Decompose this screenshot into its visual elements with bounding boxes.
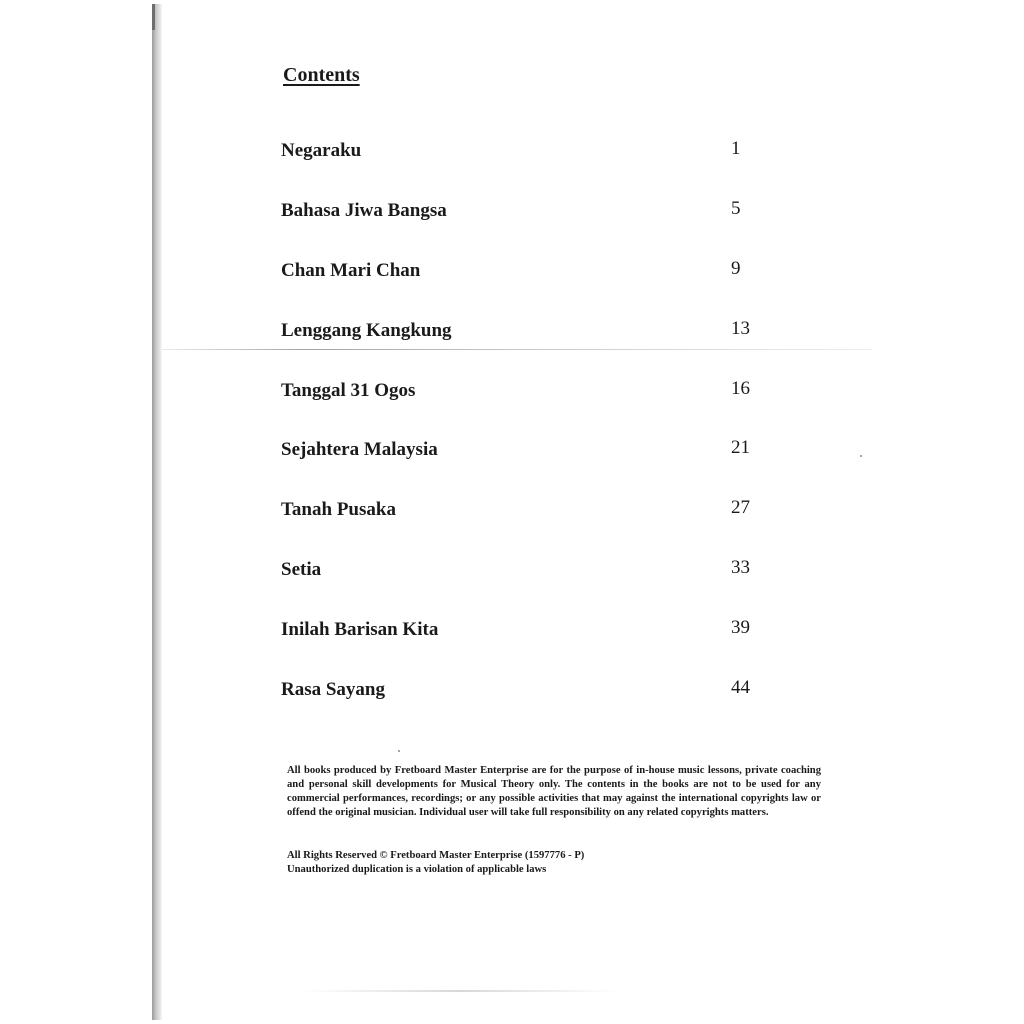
contents-heading: Contents [283, 64, 360, 86]
toc-entry [281, 316, 761, 376]
toc-entry-page: 9 [731, 257, 741, 279]
toc-entry-page: 13 [731, 317, 750, 339]
toc-entry [281, 196, 761, 256]
toc-entry-title: Rasa Sayang [281, 679, 385, 701]
toc-entry [281, 435, 761, 495]
scan-speck [398, 750, 400, 752]
scan-speck [860, 455, 862, 457]
toc-entry [281, 555, 761, 615]
toc-entry-page: 1 [731, 138, 741, 159]
toc-entry [281, 615, 761, 675]
toc-entry-title: Bahasa Jiwa Bangsa [281, 199, 447, 221]
toc-entry-title: Inilah Barisan Kita [281, 619, 439, 641]
duplication-warning-line: Unauthorized duplication is a violation of applicable laws [287, 864, 547, 875]
toc-entry-page: 39 [731, 617, 750, 639]
toc-entry [281, 675, 761, 735]
toc-entry-page: 16 [731, 377, 750, 399]
table-of-contents [281, 136, 761, 735]
toc-entry-page: 27 [731, 497, 750, 519]
book-binding-edge [152, 4, 162, 1020]
toc-entry [281, 136, 761, 196]
toc-entry-title: Lenggang Kangkung [281, 319, 452, 341]
toc-entry-title: Sejahtera Malaysia [281, 439, 438, 461]
toc-entry-page: 33 [731, 557, 750, 579]
toc-entry [281, 256, 761, 316]
toc-entry-page: 44 [731, 677, 750, 699]
toc-entry-title: Chan Mari Chan [281, 259, 421, 281]
toc-entry [281, 376, 761, 436]
toc-entry-title: Negaraku [281, 140, 362, 161]
toc-entry-title: Setia [281, 559, 322, 581]
toc-entry-page: 21 [731, 437, 750, 459]
scan-smudge [300, 990, 620, 992]
toc-entry-page: 5 [731, 197, 741, 219]
toc-entry-title: Tanggal 31 Ogos [281, 379, 416, 401]
rights-reserved-line: All Rights Reserved © Fretboard Master Enterprise (1597776 - P) [287, 850, 585, 861]
toc-entry [281, 495, 761, 555]
usage-notice: All books produced by Fretboard Master Enterprise are for the purpose of in-house music lessons, private coaching and personal skill developments for Musical Theory only. The contents in the books are not to be used for any commercial performances, recordings; or any possible activities that may against the international copyrights law or offend the original musician. Individual user will take full responsibility on any related copyrights matters. [287, 765, 821, 818]
toc-entry-title: Tanah Pusaka [281, 499, 396, 521]
copyright-block [287, 849, 821, 877]
